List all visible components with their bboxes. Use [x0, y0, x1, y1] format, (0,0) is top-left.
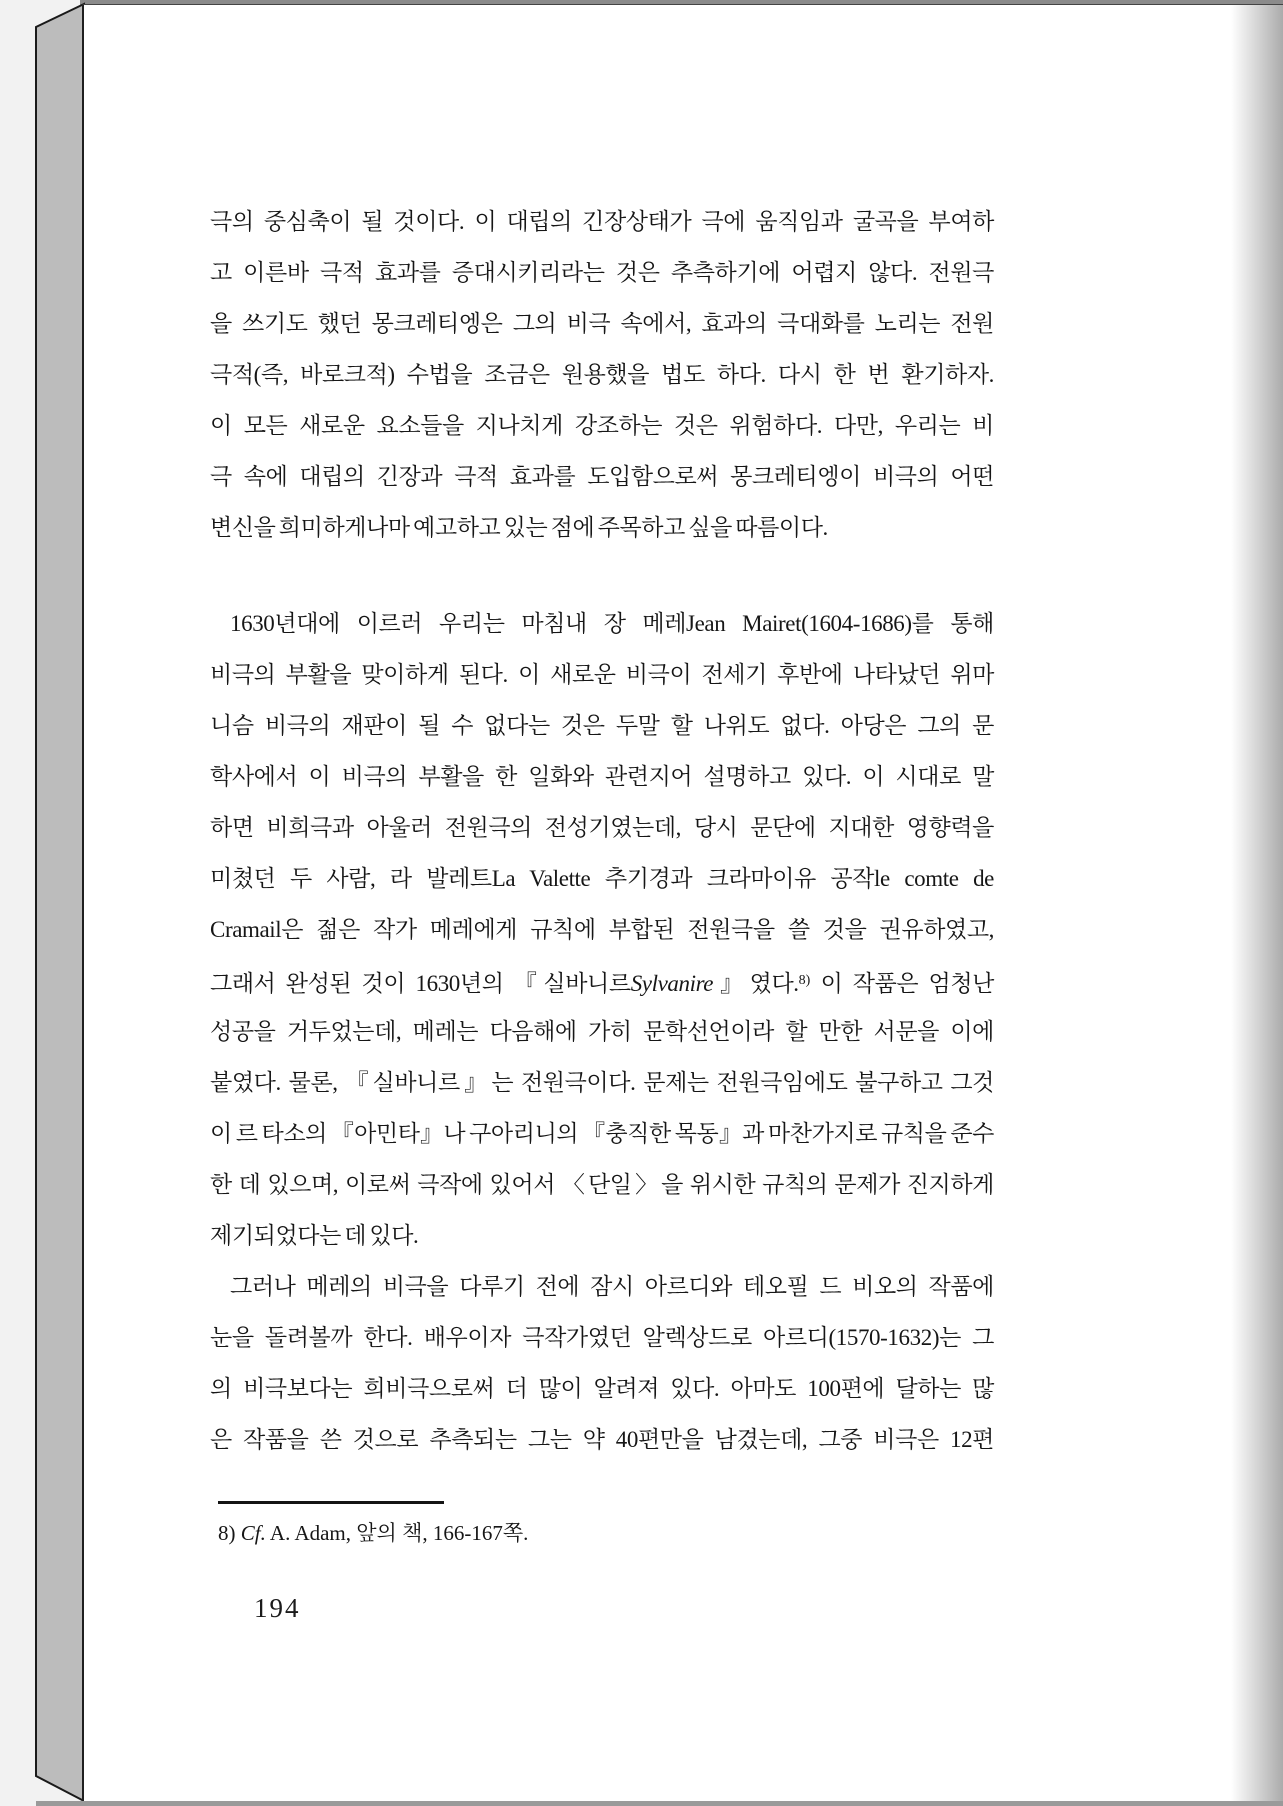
text-segment: 8) — [218, 1521, 241, 1545]
text-line — [210, 700, 994, 751]
text-segment: 한 데 있으며, 이로써 극작에 있어서 〈단일〉을 위시한 규칙의 문제가 진지하게 — [210, 1172, 994, 1197]
text-line — [210, 1108, 994, 1159]
text-segment: 니슴 비극의 재판이 될 수 없다는 것은 두말 할 나위도 없다. 아당은 그의 문 — [210, 713, 994, 738]
text-line — [210, 1363, 994, 1414]
text-segment: 의 비극보다는 희비극으로써 더 많이 알려져 있다. 아마도 100편에 달하는 많 — [210, 1376, 994, 1401]
text-line — [210, 1312, 994, 1363]
text-line — [210, 802, 994, 853]
page-number: 194 — [254, 1593, 301, 1623]
text-segment: 성공을 거두었는데, 메레는 다음해에 가히 문학선언이라 할 만한 서문을 이에 — [210, 1019, 994, 1044]
text-segment: 변신을 희미하게나마 예고하고 있는 점에 주목하고 싶을 따름이다. — [210, 515, 828, 540]
page-curl-shadow — [1231, 5, 1283, 1802]
paragraph — [210, 196, 994, 553]
text-segment: 을 쓰기도 했던 몽크레티엥은 그의 비극 속에서, 효과의 극대화를 노리는 전원 — [210, 311, 994, 336]
text-segment: 붙였다. 물론, 『실바니르』는 전원극이다. 문제는 전원극임에도 불구하고 그것 — [210, 1070, 994, 1095]
text-line — [210, 955, 994, 1006]
text-line — [210, 1006, 994, 1057]
text-line — [210, 400, 994, 451]
text-segment: 8) — [798, 973, 811, 988]
book-spine — [34, 2, 88, 1804]
text-line — [210, 1210, 994, 1261]
text-line — [210, 751, 994, 802]
book-page — [82, 4, 1283, 1802]
text-line — [210, 451, 994, 502]
text-line — [210, 649, 994, 700]
text-line — [210, 247, 994, 298]
text-line — [210, 1159, 994, 1210]
text-line — [210, 349, 994, 400]
text-segment: 그래서 완성된 것이 1630년의 『실바니르 — [210, 971, 631, 996]
page-stack-bottom-edge — [36, 1801, 1283, 1806]
body-text — [210, 196, 994, 1465]
text-line — [210, 196, 994, 247]
text-segment: 그러나 메레의 비극을 다루기 전에 잠시 아르디와 테오필 드 비오의 작품에 — [230, 1274, 994, 1299]
footnote — [218, 1517, 918, 1549]
text-segment: 비극의 부활을 맞이하게 된다. 이 새로운 비극이 전세기 후반에 나타났던 위마 — [210, 662, 994, 687]
paragraph — [210, 1261, 994, 1465]
text-line — [210, 502, 994, 553]
text-line — [210, 598, 994, 649]
text-segment: 눈을 돌려볼까 한다. 배우이자 극작가였던 알렉상드로 아르디(1570-1632)는 그 — [210, 1325, 994, 1350]
text-segment: 이 르 타소의 『아민타』나 구아리니의 『충직한 목동』과 마찬가지로 규칙을 준수 — [210, 1121, 994, 1146]
text-line — [210, 1057, 994, 1108]
text-segment: A. Adam, 앞의 책, 166-167쪽. — [265, 1521, 529, 1545]
text-segment: 이 모든 새로운 요소들을 지나치게 강조하는 것은 위험하다. 다만, 우리는 비 — [210, 413, 994, 438]
text-segment: 하면 비희극과 아울러 전원극의 전성기였는데, 당시 문단에 지대한 영향력을 — [210, 815, 994, 840]
text-segment: 제기되었다는 데 있다. — [210, 1223, 419, 1248]
footnote-divider — [218, 1501, 444, 1504]
text-segment: 극적(즉, 바로크적) 수법을 조금은 원용했을 법도 하다. 다시 한 번 환기하자. — [210, 362, 994, 387]
text-line — [210, 853, 994, 904]
text-line — [210, 298, 994, 349]
text-segment: Cramail은 젊은 작가 메레에게 규칙에 부합된 전원극을 쓸 것을 권유하였고, — [210, 917, 994, 942]
text-line — [210, 1414, 994, 1465]
text-segment: 극 속에 대립의 긴장과 극적 효과를 도입함으로써 몽크레티엥이 비극의 어떤 — [210, 464, 994, 489]
text-segment: 1630년대에 이르러 우리는 마침내 장 메레Jean Mairet(1604-1686)를 통해 — [230, 611, 994, 636]
text-segment: Cf. — [240, 1521, 266, 1545]
text-segment: 이 작품은 엄청난 — [810, 971, 994, 996]
paragraph — [210, 598, 994, 1261]
text-line — [210, 904, 994, 955]
text-segment: 고 이른바 극적 효과를 증대시키리라는 것은 추측하기에 어렵지 않다. 전원극 — [210, 260, 994, 285]
text-segment: 은 작품을 쓴 것으로 추측되는 그는 약 40편만을 남겼는데, 그중 비극은 12편 — [210, 1427, 994, 1452]
text-segment: 미쳤던 두 사람, 라 발레트La Valette 추기경과 크라마이유 공작le comte de — [210, 866, 994, 891]
text-segment: Sylvanire — [630, 971, 714, 996]
text-segment: 극의 중심축이 될 것이다. 이 대립의 긴장상태가 극에 움직임과 굴곡을 부여하 — [210, 209, 994, 234]
text-line — [210, 1261, 994, 1312]
text-segment: 학사에서 이 비극의 부활을 한 일화와 관련지어 설명하고 있다. 이 시대로 말 — [210, 764, 994, 789]
text-segment: 』였다. — [713, 971, 799, 996]
